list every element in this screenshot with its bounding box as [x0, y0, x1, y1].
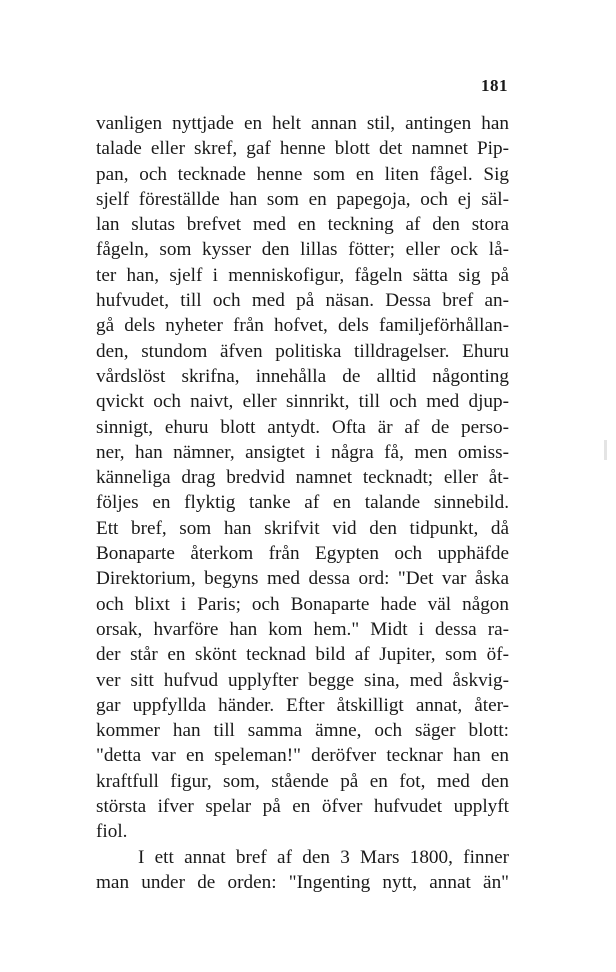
- text-line: der står en skönt tecknad bild af Jupiter, som öf-: [96, 644, 509, 666]
- paragraph-start-line: I ett annat bref af den 3 Mars 1800, finner: [138, 846, 509, 868]
- text-line: Ett bref, som han skrifvit vid den tidpunkt, då: [96, 517, 509, 539]
- text-line: sinnigt, ehuru blott antydt. Ofta är af de perso-: [96, 416, 509, 438]
- text-line: vårdslöst skrifna, innehålla de alltid någonting: [96, 365, 509, 387]
- text-line: kommer han till samma ämne, och säger blott:: [96, 720, 509, 742]
- text-line: man under de orden: "Ingenting nytt, annat än": [96, 871, 509, 893]
- text-line: den, stundom äfven politiska tilldragelser. Ehuru: [96, 340, 509, 362]
- text-line: ner, han nämner, ansigtet i några få, men omiss-: [96, 441, 509, 463]
- page-edge-mark: [604, 440, 607, 460]
- text-line: pan, och tecknade henne som en liten fågel. Sig: [96, 163, 509, 185]
- text-line: sjelf föreställde han som en papegoja, och ej säl-: [96, 188, 509, 210]
- text-line: följes en flyktig tanke af en talande sinnebild.: [96, 492, 509, 514]
- text-line: kraftfull figur, som, stående på en fot, med den: [96, 770, 509, 792]
- text-line: gå dels nyheter från hofvet, dels familjeförhållan-: [96, 315, 509, 337]
- paragraph-end-line: fiol.: [96, 821, 128, 843]
- text-line: gar uppfyllda händer. Efter åtskilligt annat, åter-: [96, 694, 509, 716]
- text-line: ter han, sjelf i menniskofigur, fågeln sätta sig på: [96, 264, 509, 286]
- text-line: Bonaparte återkom från Egypten och upphäfde: [96, 543, 509, 565]
- text-line: "detta var en speleman!" deröfver tecknar han en: [96, 745, 509, 767]
- text-line: vanligen nyttjade en helt annan stil, antingen han: [96, 113, 509, 134]
- text-line: Direktorium, begyns med dessa ord: "Det var åska: [96, 568, 509, 590]
- text-line: och blixt i Paris; och Bonaparte hade väl någon: [96, 593, 509, 615]
- text-line: känneliga drag bredvid namnet tecknadt; eller åt-: [96, 467, 509, 489]
- text-line: talade eller skref, gaf henne blott det namnet Pip-: [96, 138, 509, 160]
- body-text: [96, 111, 509, 895]
- text-line: ver sitt hufvud upplyfter begge sina, med åskvig-: [96, 669, 509, 691]
- text-line: hufvudet, till och med på näsan. Dessa bref an-: [96, 290, 509, 312]
- text-line: qvickt och naivt, eller sinnrikt, till och med djup-: [96, 391, 509, 413]
- page-number: 181: [481, 76, 508, 95]
- text-line: orsak, hvarföre han kom hem." Midt i dessa ra-: [96, 618, 509, 640]
- text-line: lan slutas brefvet med en teckning af den stora: [96, 214, 509, 236]
- text-line: största ifver spelar på en öfver hufvudet upplyft: [96, 796, 509, 818]
- text-line: fågeln, som kysser den lillas fötter; eller ock lå-: [96, 239, 509, 261]
